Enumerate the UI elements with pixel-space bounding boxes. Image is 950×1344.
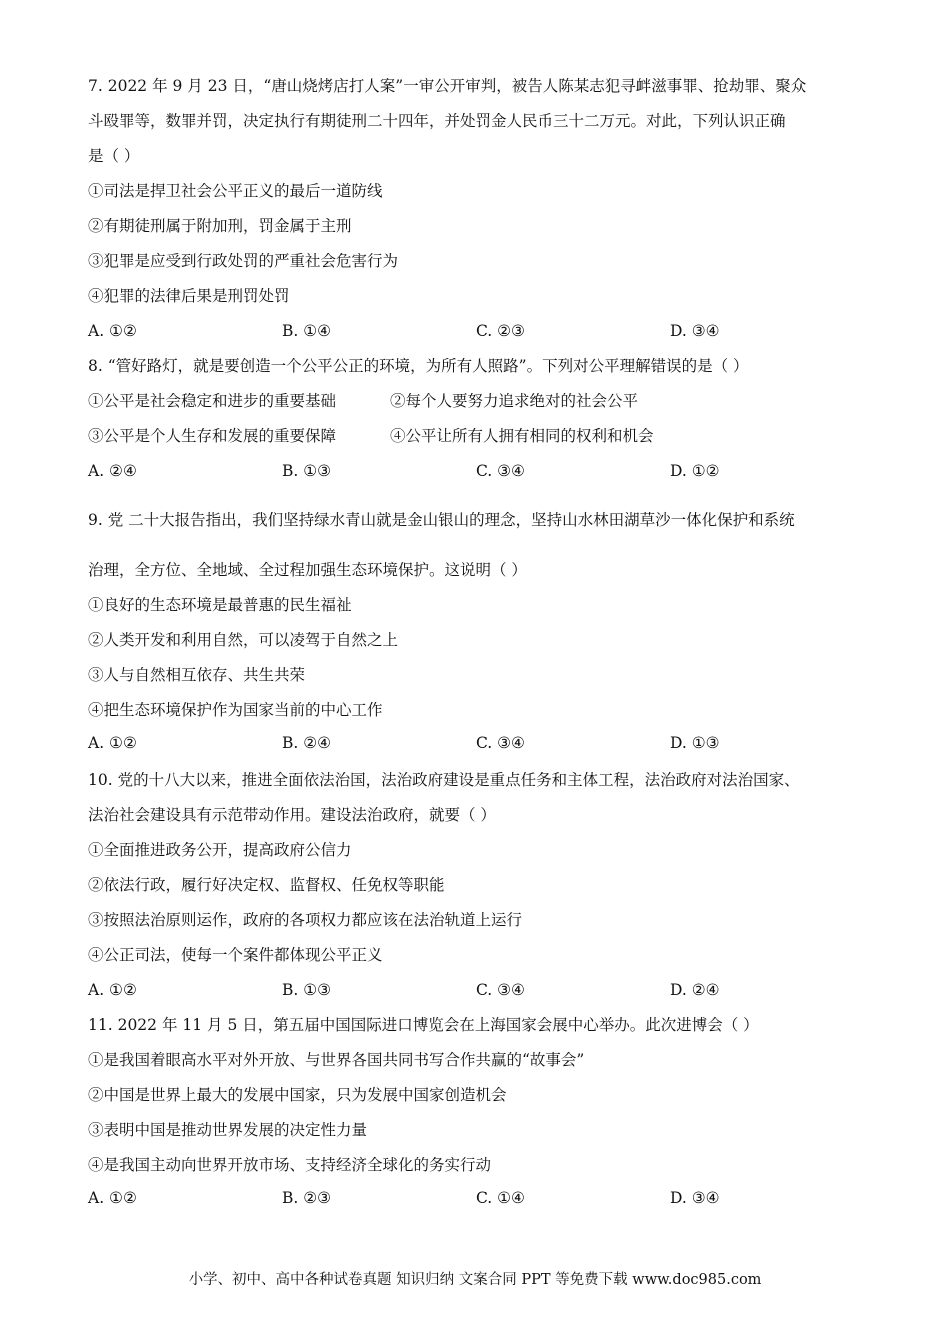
question-11-option-b: B. ②③ xyxy=(282,1189,332,1207)
question-7-option-b: B. ①④ xyxy=(282,322,332,340)
question-8-item-3: ③公平是个人生存和发展的重要保障 xyxy=(88,427,337,445)
question-7-stem-line-3: 是（ ） xyxy=(88,147,140,165)
question-10-item-4: ④公正司法，使每一个案件都体现公平正义 xyxy=(88,946,383,964)
question-9-option-c: C. ③④ xyxy=(476,734,525,752)
question-10-item-2: ②依法行政，履行好决定权、监督权、任免权等职能 xyxy=(88,876,445,894)
question-8-option-d: D. ①② xyxy=(670,462,720,480)
question-10-item-1: ①全面推进政务公开，提高政府公信力 xyxy=(88,841,352,859)
question-9-option-a: A. ①② xyxy=(88,734,137,752)
question-11-option-a: A. ①② xyxy=(88,1189,137,1207)
question-10-option-c: C. ③④ xyxy=(476,981,525,999)
question-9-item-3: ③人与自然相互依存、共生共荣 xyxy=(88,666,306,684)
question-10-item-3: ③按照法治原则运作，政府的各项权力都应该在法治轨道上运行 xyxy=(88,911,523,929)
question-8-option-a: A. ②④ xyxy=(88,462,137,480)
question-11-item-2: ②中国是世界上最大的发展中国家，只为发展中国家创造机会 xyxy=(88,1086,507,1104)
question-11-option-d: D. ③④ xyxy=(670,1189,720,1207)
question-9-item-1: ①良好的生态环境是最普惠的民生福祉 xyxy=(88,596,352,614)
question-11-stem: 11. 2022 年 11 月 5 日，第五届中国国际进口博览会在上海国家会展中心举办。此次进博会（ ） xyxy=(88,1016,759,1034)
question-11-option-c: C. ①④ xyxy=(476,1189,525,1207)
question-10-option-a: A. ①② xyxy=(88,981,137,999)
question-7-option-d: D. ③④ xyxy=(670,322,720,340)
question-8-option-b: B. ①③ xyxy=(282,462,332,480)
question-9-option-b: B. ②④ xyxy=(282,734,332,752)
question-10-option-b: B. ①③ xyxy=(282,981,332,999)
question-8-item-4: ④公平让所有人拥有相同的权利和机会 xyxy=(390,427,654,445)
question-9-item-4: ④把生态环境保护作为国家当前的中心工作 xyxy=(88,701,383,719)
question-8-option-c: C. ③④ xyxy=(476,462,525,480)
question-7-option-c: C. ②③ xyxy=(476,322,525,340)
question-9-stem-line-1: 9. 党 二十大报告指出，我们坚持绿水青山就是金山银山的理念，坚持山水林田湖草沙一体化保护和系统 xyxy=(88,511,795,529)
question-7-item-4: ④犯罪的法律后果是刑罚处罚 xyxy=(88,287,290,305)
question-7-item-1: ①司法是捍卫社会公平正义的最后一道防线 xyxy=(88,182,383,200)
question-8-stem: 8. “管好路灯，就是要创造一个公平公正的环境，为所有人照路”。下列对公平理解错误的是（ ） xyxy=(88,357,749,375)
question-7-item-3: ③犯罪是应受到行政处罚的严重社会危害行为 xyxy=(88,252,399,270)
page-footer: 小学、初中、高中各种试卷真题 知识归纳 文案合同 PPT 等免费下载 www.doc985.com xyxy=(188,1272,762,1288)
question-8-item-2: ②每个人要努力追求绝对的社会公平 xyxy=(390,392,639,410)
question-11-item-4: ④是我国主动向世界开放市场、支持经济全球化的务实行动 xyxy=(88,1156,492,1174)
question-7-option-a: A. ①② xyxy=(88,322,137,340)
question-9-option-d: D. ①③ xyxy=(670,734,720,752)
question-9-stem-line-2: 治理，全方位、全地域、全过程加强生态环境保护。这说明（ ） xyxy=(88,561,527,579)
question-7-stem-line-2: 斗殴罪等，数罪并罚，决定执行有期徒刑二十四年，并处罚金人民币三十二万元。对此，下列认识正确 xyxy=(88,112,786,130)
question-7-item-2: ②有期徒刑属于附加刑，罚金属于主刑 xyxy=(88,217,352,235)
question-10-option-d: D. ②④ xyxy=(670,981,720,999)
question-10-stem-line-2: 法治社会建设具有示范带动作用。建设法治政府，就要（ ） xyxy=(88,806,496,824)
question-8-item-1: ①公平是社会稳定和进步的重要基础 xyxy=(88,392,337,410)
question-7-stem-line-1: 7. 2022 年 9 月 23 日，“唐山烧烤店打人案”一审公开审判，被告人陈某志犯寻衅滋事罪、抢劫罪、聚众 xyxy=(88,77,807,95)
question-11-item-3: ③表明中国是推动世界发展的决定性力量 xyxy=(88,1121,368,1139)
question-11-item-1: ①是我国着眼高水平对外开放、与世界各国共同书写合作共赢的“故事会” xyxy=(88,1051,585,1069)
question-10-stem-line-1: 10. 党的十八大以来，推进全面依法治国，法治政府建设是重点任务和主体工程，法治政府对法治国家、 xyxy=(88,771,800,789)
question-9-item-2: ②人类开发和利用自然，可以凌驾于自然之上 xyxy=(88,631,399,649)
